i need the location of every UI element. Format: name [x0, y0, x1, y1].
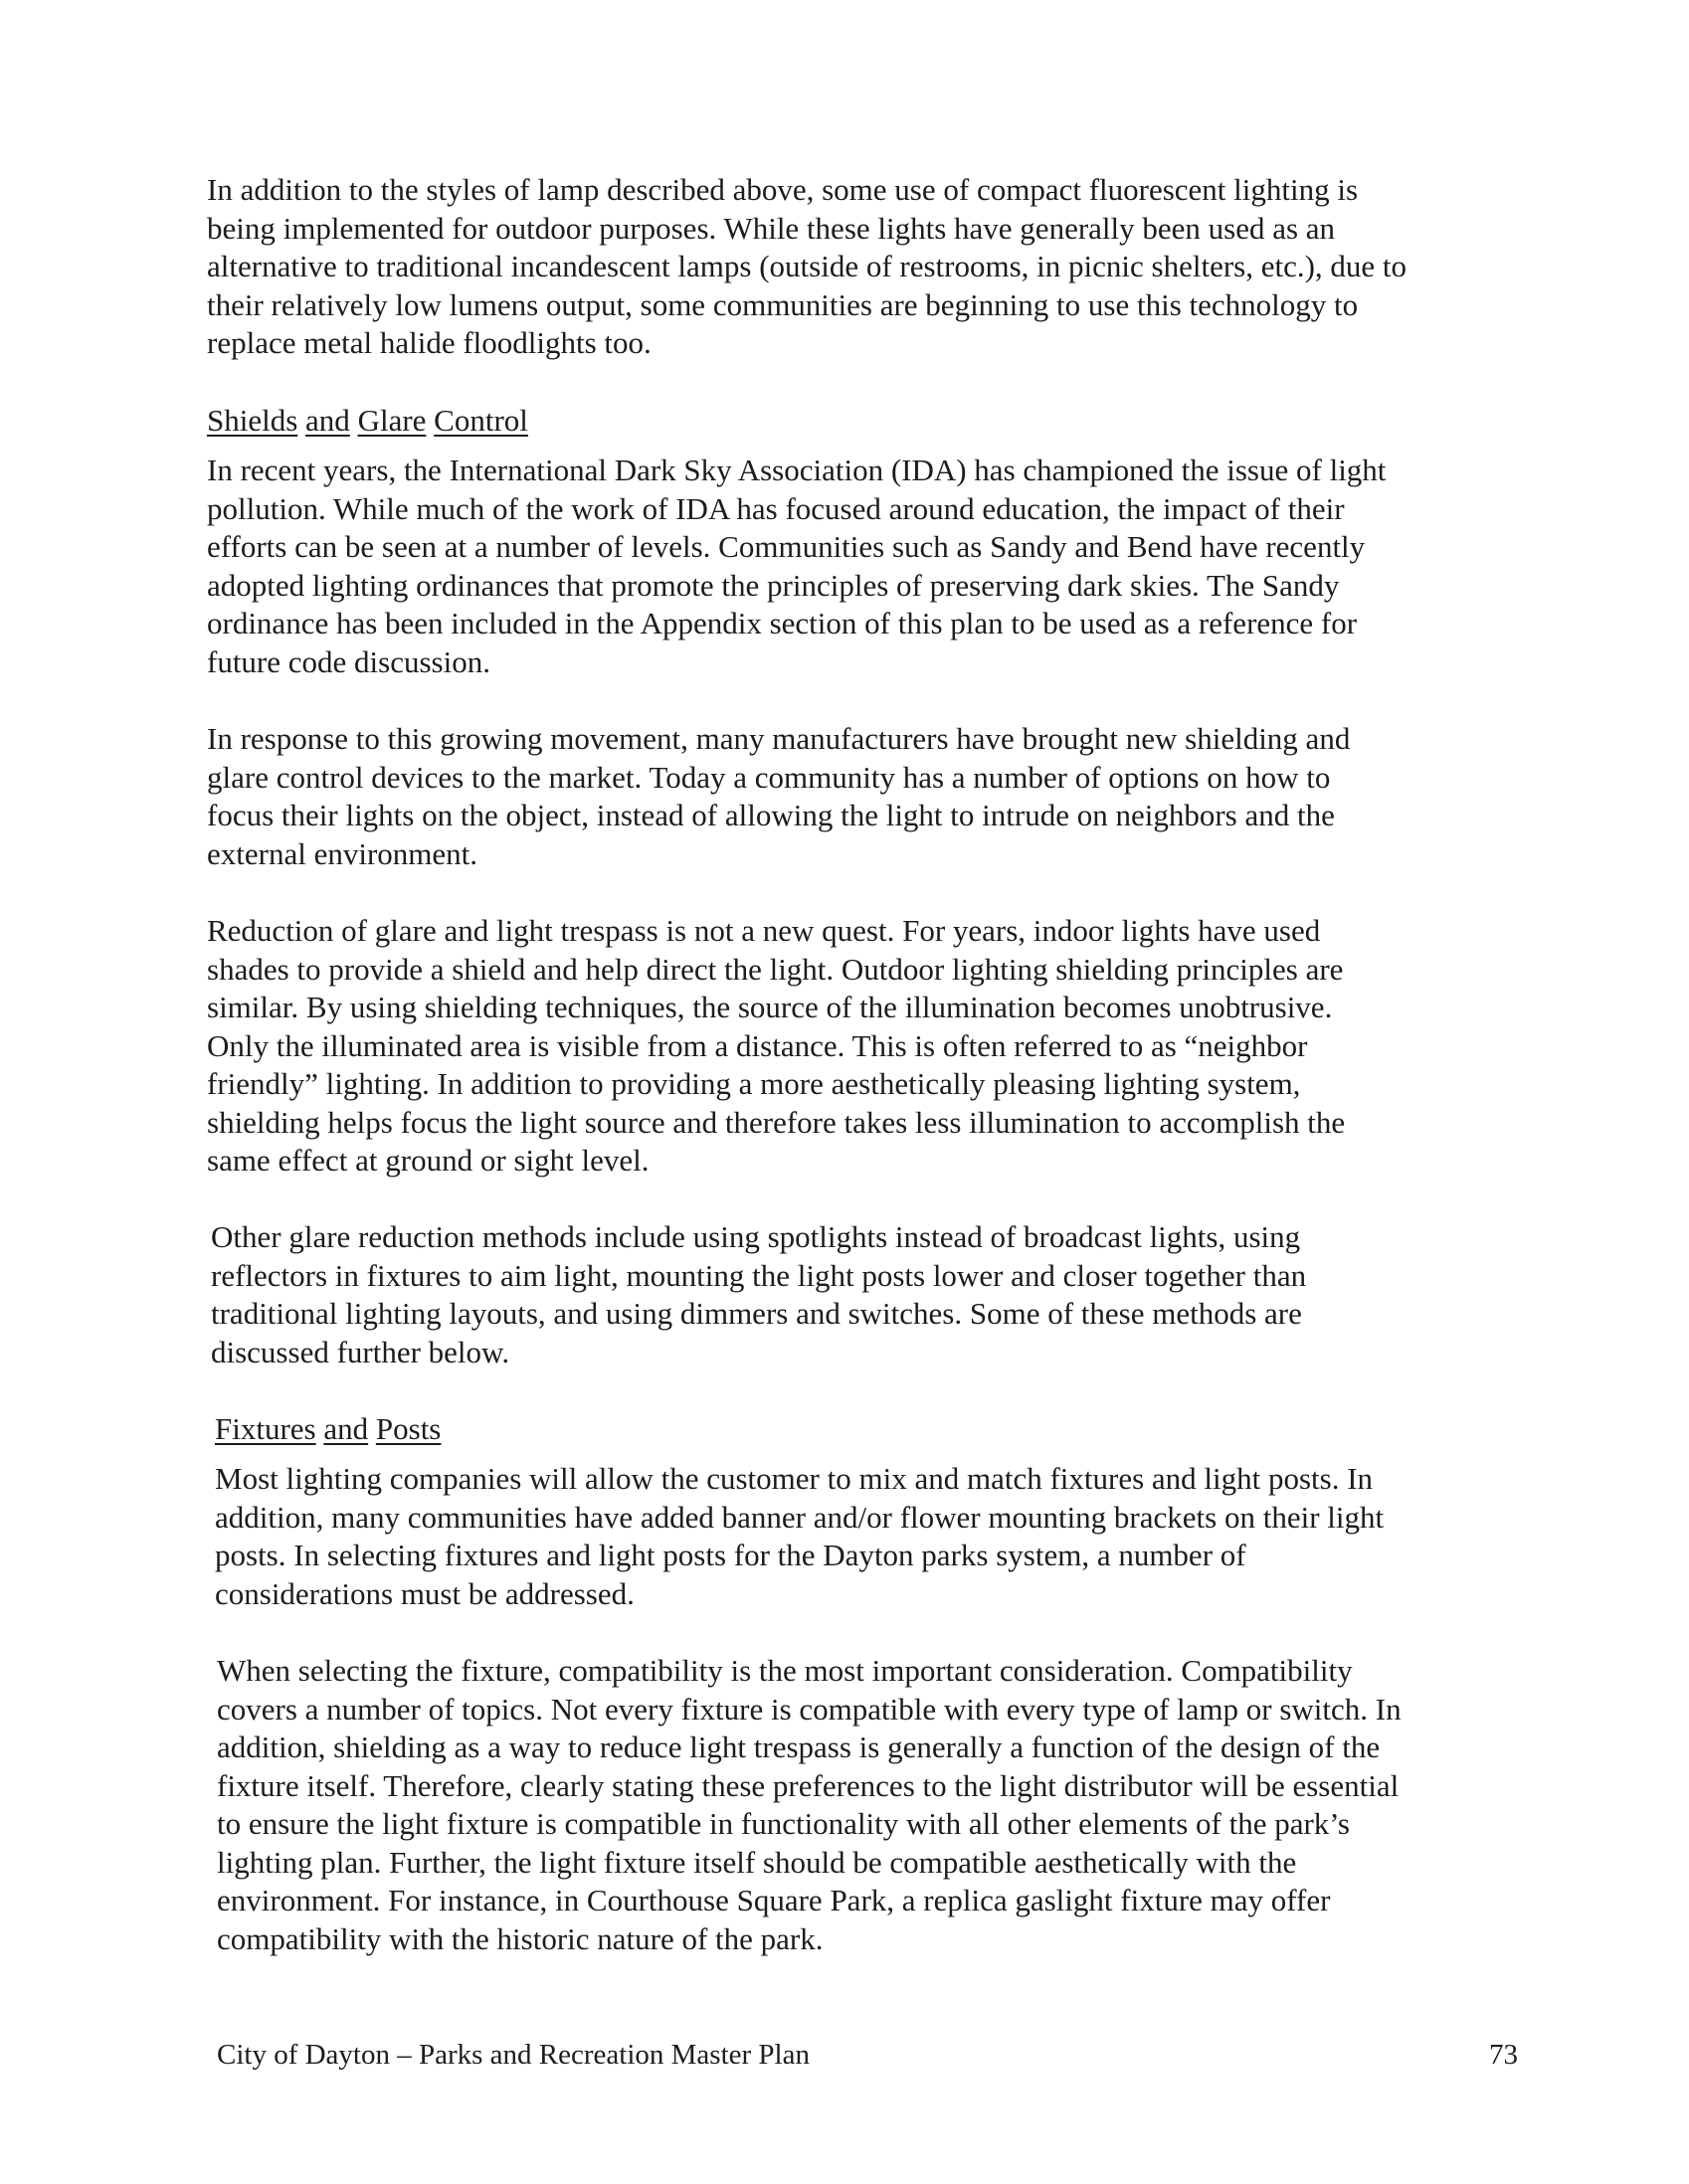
text-line: pollution. While much of the work of IDA has focused around education, the impact of their [207, 490, 1345, 526]
text-line: environment. For instance, in Courthouse Square Park, a replica gaslight fixture may offer [217, 1883, 1331, 1917]
text-line: Most lighting companies will allow the customer to mix and match fixtures and light posts. In [215, 1461, 1374, 1496]
text-line: compatibility with the historic nature of the park. [217, 1920, 824, 1956]
text-line: being implemented for outdoor purposes. While these lights have generally been used as an [207, 210, 1336, 246]
text-line: considerations must be addressed. [215, 1575, 635, 1611]
section-heading-fixtures-posts [215, 1410, 441, 1449]
text-line: alternative to traditional incandescent lamps (outside of restrooms, in picnic shelters, etc.), due to [207, 249, 1408, 283]
text-line: shades to provide a shield and help direct the light. Outdoor lighting shielding principles are [207, 951, 1344, 987]
text-line: Other glare reduction methods include using spotlights instead of broadcast lights, using [211, 1219, 1301, 1254]
text-line: fixture itself. Therefore, clearly stating these preferences to the light distributor will be essential [217, 1767, 1400, 1803]
text-line: adopted lighting ordinances that promote the principles of preserving dark skies. The Sandy [207, 567, 1340, 603]
text-line: reflectors in fixtures to aim light, mounting the light posts lower and closer together than [211, 1257, 1307, 1293]
text-line: lighting plan. Further, the light fixture itself should be compatible aesthetically with the [217, 1844, 1297, 1880]
paragraph-manufacturers [207, 720, 1350, 873]
text-line: friendly” lighting. In addition to providing a more aesthetically pleasing lighting system, [207, 1066, 1301, 1101]
footer-title: City of Dayton – Parks and Recreation Master Plan [217, 2039, 810, 2071]
page-number: 73 [1489, 2039, 1518, 2071]
text-line: Only the illuminated area is visible from a distance. This is often referred to as “neighbor [207, 1027, 1308, 1063]
heading-word: Fixtures [215, 1411, 316, 1446]
paragraph-other-methods [211, 1218, 1306, 1371]
text-line: future code discussion. [207, 643, 490, 679]
text-line: to ensure the light fixture is compatible in functionality with all other elements of the park’s [217, 1806, 1350, 1841]
text-line: covers a number of topics. Not every fixture is compatible with every type of lamp or switch. In [217, 1691, 1402, 1727]
text-line: discussed further below. [211, 1334, 510, 1369]
text-line: In response to this growing movement, many manufacturers have brought new shielding and [207, 721, 1351, 756]
text-line: addition, many communities have added banner and/or flower mounting brackets on their light [215, 1499, 1385, 1535]
text-line: In recent years, the International Dark Sky Association (IDA) has championed the issue of light [207, 453, 1387, 487]
text-line: glare control devices to the market. Today a community has a number of options on how to [207, 759, 1331, 795]
paragraph-compact-fluorescent [207, 171, 1407, 363]
text-line: same effect at ground or sight level. [207, 1143, 650, 1178]
text-line: efforts can be seen at a number of levels. Communities such as Sandy and Bend have recently [207, 529, 1366, 564]
page-footer [217, 2037, 1518, 2073]
text-line: traditional lighting layouts, and using dimmers and switches. Some of these methods are [211, 1296, 1302, 1331]
text-line: external environment. [207, 835, 478, 871]
paragraph-compatibility [217, 1652, 1402, 1958]
text-line: focus their lights on the object, instead of allowing the light to intrude on neighbors and the [207, 798, 1335, 832]
heading-word: Glare [357, 403, 427, 438]
heading-word: Posts [375, 1411, 442, 1446]
text-line: In addition to the styles of lamp described above, some use of compact fluorescent lighting is [207, 172, 1359, 207]
heading-word: Shields [207, 403, 298, 438]
text-line: Reduction of glare and light trespass is not a new quest. For years, indoor lights have used [207, 913, 1321, 948]
section-heading-shields-glare-control [207, 402, 528, 441]
text-line: similar. By using shielding techniques, the source of the illumination becomes unobtrusive. [207, 990, 1333, 1024]
paragraph-ida [207, 452, 1386, 681]
text-line: addition, shielding as a way to reduce light trespass is generally a function of the design of the [217, 1729, 1381, 1764]
text-line: shielding helps focus the light source and therefore takes less illumination to accomplish the [207, 1104, 1346, 1140]
paragraph-glare-reduction [207, 912, 1345, 1181]
heading-word: and [305, 403, 350, 438]
text-line: ordinance has been included in the Appendix section of this plan to be used as a reference for [207, 606, 1358, 640]
text-line: When selecting the fixture, compatibility is the most important consideration. Compatibility [217, 1653, 1353, 1688]
paragraph-mix-and-match [215, 1460, 1384, 1613]
heading-word: and [323, 1411, 369, 1446]
text-line: posts. In selecting fixtures and light posts for the Dayton parks system, a number of [215, 1538, 1246, 1572]
text-line: replace metal halide floodlights too. [207, 325, 652, 360]
text-line: their relatively low lumens output, some communities are beginning to use this technology to [207, 286, 1359, 322]
heading-word: Control [434, 403, 528, 438]
